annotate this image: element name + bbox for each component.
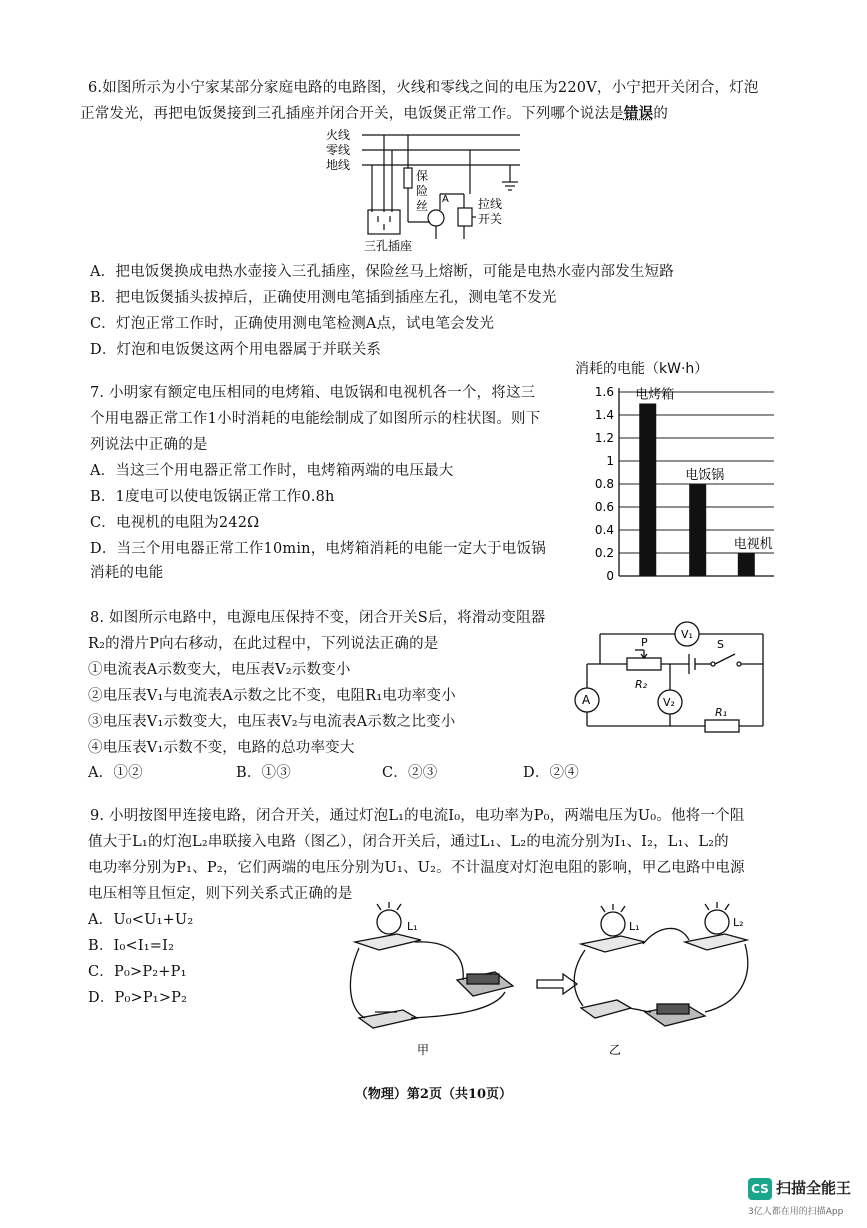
- q7-stem-line-3: 列说法中正确的是: [90, 437, 208, 453]
- bar-0: [639, 404, 656, 577]
- switch-label-1: 拉线: [478, 197, 503, 211]
- q9-stem-line-4: 电压相等且恒定，则下列关系式正确的是: [88, 886, 353, 902]
- q9-option-b: B．I₀<I₁=I₂: [88, 938, 175, 954]
- q6-circuit-diagram: [320, 124, 540, 254]
- camscanner-tagline: 3亿人都在用的扫描App: [748, 1207, 844, 1217]
- energy-bar-chart: [585, 380, 785, 585]
- fuse-label-2: 险: [416, 184, 429, 198]
- v1-meter-label: V₁: [681, 628, 693, 641]
- y-tick-label: 0.8: [594, 477, 614, 491]
- ammeter-label: A: [582, 693, 591, 707]
- q8-option-b: B．①③: [236, 765, 291, 781]
- figure-jia-caption: 甲: [417, 1043, 430, 1057]
- r2-label: R₂: [635, 678, 648, 691]
- q6-stem-end: 的: [653, 106, 669, 122]
- fuse-label-3: 丝: [416, 199, 429, 213]
- q8-statement-1: ①电流表A示数变大，电压表V₂示数变小: [88, 662, 351, 678]
- q6-emphasis-wrong: 错误: [623, 105, 654, 122]
- q7-option-d: D．当三个用电器正常工作10min，电烤箱消耗的电能一定大于电饭锅: [90, 541, 546, 557]
- yi-l2-label: L₂: [733, 916, 744, 929]
- y-tick-label: 0: [606, 569, 614, 583]
- switch-s-label: S: [717, 638, 724, 651]
- y-tick-label: 1.6: [594, 385, 614, 399]
- live-wire-label: 火线: [326, 128, 351, 142]
- chart-title: 消耗的电能（kW·h）: [575, 361, 709, 377]
- q8-statement-2: ②电压表V₁与电流表A示数之比不变，电阻R₁电功率变小: [88, 688, 456, 704]
- page-footer: （物理）第2页（共10页）: [354, 1087, 513, 1102]
- q6-option-c: C．灯泡正常工作时，正确使用测电笔检测A点，试电笔会发光: [90, 316, 495, 332]
- q8-statement-3: ③电压表V₁示数变大，电压表V₂与电流表A示数之比变小: [88, 714, 456, 730]
- q6-option-a: A．把电饭煲换成电热水壶接入三孔插座，保险丝马上熔断，可能是电热水壶内部发生短路: [90, 264, 674, 280]
- q7-option-b: B．1度电可以使电饭锅正常工作0.8h: [90, 489, 335, 505]
- q9-stem-line-1: 9. 小明按图甲连接电路，闭合开关，通过灯泡L₁的电流I₀，电功率为P₀，两端电压为U₀。他将一个阻: [90, 808, 745, 824]
- figure-yi-caption: 乙: [609, 1043, 622, 1057]
- q9-option-d: D．P₀>P₁>P₂: [88, 990, 188, 1006]
- q9-option-a: A．U₀<U₁+U₂: [88, 912, 194, 928]
- q9-stem-line-3: 电功率分别为P₁、P₂，它们两端的电压分别为U₁、U₂。不计温度对灯泡电阻的影响，甲乙电路中电源: [88, 860, 745, 876]
- q8-option-c: C．②③: [382, 765, 438, 781]
- bar-label: 电饭锅: [685, 468, 725, 483]
- q8-option-a: A．①②: [88, 765, 143, 781]
- y-tick-label: 0.2: [594, 546, 614, 560]
- q7-stem-line-1: 7. 小明家有额定电压相同的电烤箱、电饭锅和电视机各一个，将这三: [90, 385, 536, 401]
- q7-stem-line-2: 个用电器正常工作1小时消耗的电能绘制成了如图所示的柱状图。则下: [90, 411, 541, 427]
- q6-stem-line-2: [80, 104, 668, 124]
- fuse-label-1: 保: [416, 169, 429, 183]
- bar-label: 电烤箱: [635, 387, 675, 403]
- q6-option-d: D．灯泡和电饭煲这两个用电器属于并联关系: [90, 342, 382, 358]
- bar-1: [689, 484, 706, 576]
- q7-option-d-cont: 消耗的电能: [90, 565, 164, 581]
- q9-stem-line-2: 值大于L₁的灯泡L₂串联接入电路（图乙），闭合开关后，通过L₁、L₂的电流分别为I₁、I₂，L₁、L₂的: [88, 834, 729, 850]
- q6-stem-line-1: 6.如图所示为小宁家某部分家庭电路的电路图，火线和零线之间的电压为220V，小宁把开关闭合，灯泡: [88, 80, 759, 96]
- q6-stem-text: 正常发光，再把电饭煲接到三孔插座并闭合开关，电饭煲正常工作。下列哪个说法是: [80, 106, 624, 122]
- y-tick-label: 0.6: [594, 500, 614, 514]
- q8-stem-line-1: 8. 如图所示电路中，电源电压保持不变，闭合开关S后，将滑动变阻器: [90, 610, 546, 626]
- socket-label: 三孔插座: [364, 239, 413, 253]
- y-tick-label: 1.4: [594, 408, 614, 422]
- q7-option-a: A．当这三个用电器正常工作时，电烤箱两端的电压最大: [90, 463, 454, 479]
- bar-2: [738, 553, 755, 576]
- slider-p-label: P: [641, 636, 648, 649]
- y-tick-label: 1: [606, 454, 614, 468]
- q6-option-b: B．把电饭煲插头拔掉后，正确使用测电笔插到插座左孔，测电笔不发光: [90, 290, 557, 306]
- q8-stem-line-2: R₂的滑片P向右移动，在此过程中，下列说法正确的是: [88, 636, 439, 652]
- q8-option-d: D．②④: [523, 765, 579, 781]
- y-tick-label: 0.4: [594, 523, 614, 537]
- yi-l1-label: L₁: [629, 920, 640, 933]
- camscanner-name: 扫描全能王: [776, 1179, 852, 1197]
- r1-label: R₁: [715, 706, 728, 719]
- q9-option-c: C．P₀>P₂+P₁: [88, 964, 187, 980]
- ground-wire-label: 地线: [326, 158, 351, 172]
- q8-circuit-diagram: [565, 612, 775, 742]
- switch-label-2: 开关: [478, 212, 503, 226]
- camscanner-logo-icon: CS: [748, 1178, 772, 1200]
- jia-l1-label: L₁: [407, 920, 418, 933]
- y-tick-label: 1.2: [594, 431, 614, 445]
- neutral-wire-label: 零线: [326, 143, 351, 157]
- v2-meter-label: V₂: [663, 696, 675, 709]
- point-a-label: A: [442, 194, 449, 205]
- q7-option-c: C．电视机的电阻为242Ω: [90, 515, 260, 531]
- q9-circuit-photos: [345, 900, 765, 1060]
- q8-statement-4: ④电压表V₁示数不变，电路的总功率变大: [88, 740, 355, 756]
- bar-label: 电视机: [733, 537, 773, 552]
